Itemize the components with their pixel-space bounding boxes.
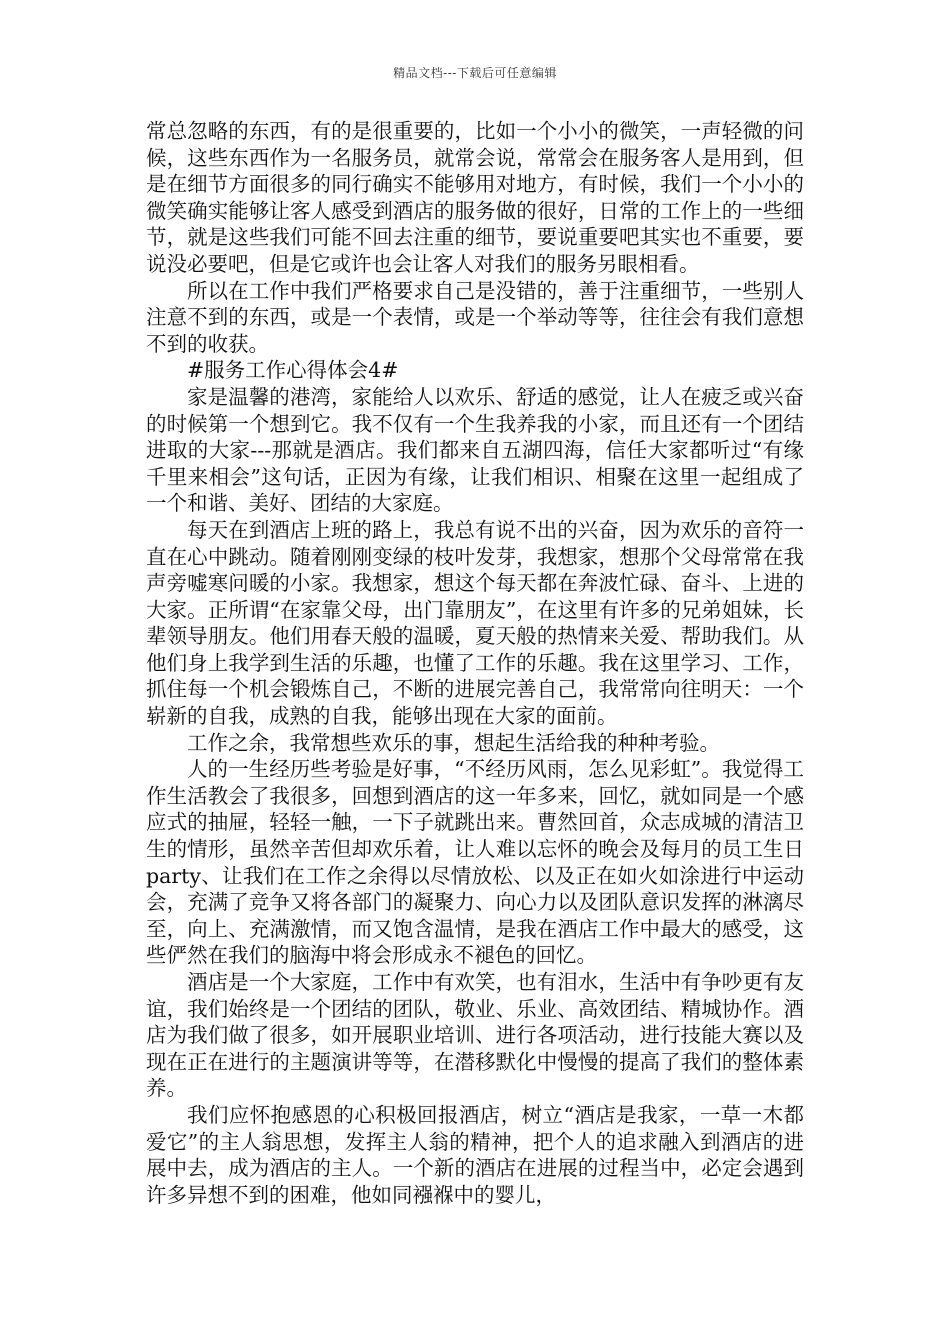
page-header: 精品文档---下载后可任意编辑 [393, 66, 557, 80]
section-heading: #服务工作心得体会4# [187, 358, 399, 383]
paragraph: 我们应怀抱感恩的心积极回报酒店，树立“酒店是我家，一草一木都爱它”的主人翁思想，发挥主人翁的精神，把个人的追求融入到酒店的进展中去，成为酒店的主人。一个新的酒店在进展的过程当中，必定会遇到许多异想不到的困难，他如同襁褓中的婴儿， [146, 1102, 804, 1207]
paragraph: 所以在工作中我们严格要求自己是没错的，善于注重细节，一些别人注意不到的东西，或是一个表情，或是一个举动等等，往往会有我们意想不到的收获。 [146, 278, 804, 356]
paragraph-continuation: 常总忽略的东西，有的是很重要的，比如一个小小的微笑，一声轻微的问候，这些东西作为一名服务员，就常会说，常常会在服务客人是用到，但是在细节方面很多的同行确实不能够用对地方，有时候，我们一个小小的微笑确实能够让客人感受到酒店的服务做的很好，日常的工作上的一些细节，就是这些我们可能不回去注重的细节，要说重要吧其实也不重要，要说没必要吧，但是它或许也会让客人对我们的服务另眼相看。 [146, 119, 804, 276]
paragraph: 家是温馨的港湾，家能给人以欢乐、舒适的感觉，让人在疲乏或兴奋的时候第一个想到它。我不仅有一个生我养我的小家，而且还有一个团结进取的大家---那就是酒店。我们都来自五湖四海，信任大家都听过“有缘千里来相会”这句话，正因为有缘，让我们相识、相聚在这里一起组成了一个和谐、美好、团结的大家庭。 [146, 384, 804, 516]
paragraph: 工作之余，我常想些欢乐的事，想起生活给我的种种考验。 [187, 730, 720, 755]
paragraph: 人的一生经历些考验是好事，“不经历风雨，怎么见彩虹”。我觉得工作生活教会了我很多，回想到酒店的这一年多来，回忆，就如同是一个感应式的抽屉，轻轻一触，一下子就跳出来。曹然回首，众志成城的清洁卫生的情形，虽然辛苦但却欢乐着，让人难以忘怀的晚会及每月的员工生日party、让我们在工作之余得以尽情放松、以及正在如火如涂进行中运动会，充满了竞争又将各部门的凝聚力、向心力以及团队意识发挥的淋漓尽至，向上、充满激情，而又饱含温情，是我在酒店工作中最大的感受，这些俨然在我们的脑海中将会形成永不褪色的回忆。 [146, 757, 804, 968]
document-body [146, 118, 804, 1208]
paragraph: 酒店是一个大家庭，工作中有欢笑，也有泪水，生活中有争吵更有友谊，我们始终是一个团结的团队，敬业、乐业、高效团结、精城协作。酒店为我们做了很多，如开展职业培训、进行各项活动，进行技能大赛以及现在正在进行的主题演讲等等，在潜移默化中慢慢的提高了我们的整体素养。 [146, 970, 804, 1101]
paragraph: 每天在到酒店上班的路上，我总有说不出的兴奋，因为欢乐的音符一直在心中跳动。随着刚刚变绿的枝叶发芽，我想家，想那个父母常常在我声旁嘘寒问暖的小家。我想家，想这个每天都在奔波忙碌、奋斗、上进的大家。正所谓“在家靠父母，出门靠朋友”，在这里有许多的兄弟姐妹，长辈领导朋友。他们用春天般的温暖，夏天般的热情来关爱、帮助我们。从他们身上我学到生活的乐趣，也懂了工作的乐趣。我在这里学习、工作，抓住每一个机会锻炼自己，不断的进展完善自己，我常常向往明天：一个崭新的自我，成熟的自我，能够出现在大家的面前。 [146, 517, 804, 729]
